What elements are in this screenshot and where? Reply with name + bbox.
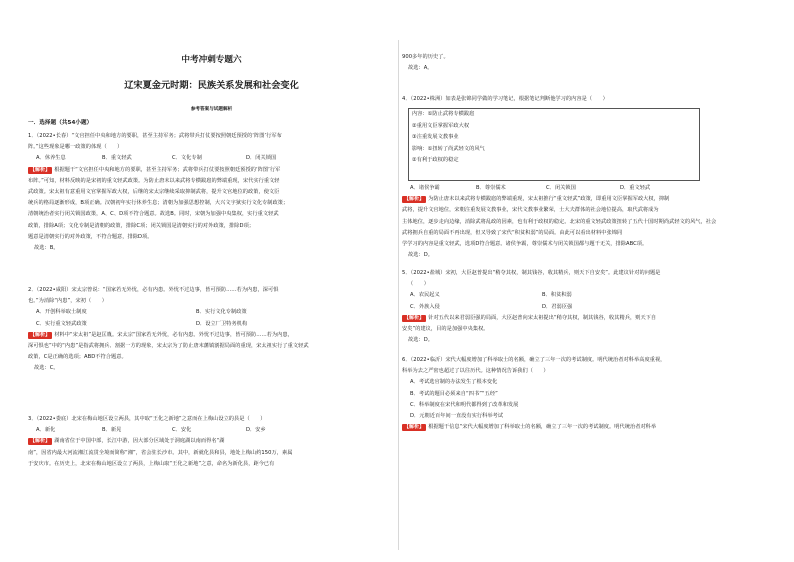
analysis-line: 统兵的格局逐渐形成，B项正确。汉朝初年实行休养生息；清朝为加强思想控制，大兴文字狱实行文化专制政策； bbox=[28, 200, 289, 207]
question-6 bbox=[402, 355, 768, 433]
right-column bbox=[402, 0, 768, 562]
analysis-line: 主体地位，逐步走向边缘，消除武将乱政的因素，也有利于政权的稳定。北宋的重文轻武政策扭转了五代十国时期尚武轻文的风气，社会 bbox=[402, 218, 717, 225]
analysis-line: 【解析】 根据题干“文官担任中央和地方的要职，甚至主持军务；武将带兵打仗要按照朝廷预授的‘阵图’行军 bbox=[30, 166, 281, 173]
answer-line: 故选：C。 bbox=[34, 365, 59, 372]
question-text: （ ） bbox=[408, 281, 429, 288]
continued-text: 900多年的历史了。 bbox=[402, 54, 449, 60]
column-divider bbox=[398, 40, 399, 550]
option-c: C．文化专制 bbox=[172, 155, 202, 162]
options-row bbox=[28, 319, 395, 330]
analysis-badge: 【解析】 bbox=[30, 438, 51, 445]
question-4 bbox=[402, 94, 768, 105]
question-text: 2．（2022•咸阳）宋太宗曾说：“国家若无外忧，必有内患。外忧不过边事，皆可预防……若为内患，深可惧 bbox=[28, 287, 279, 293]
analysis-line: 【解析】 针对五代以来君弱臣强的局面，大臣赵普向宋太祖提出“稍夺其权，制其钱谷，收其精兵，则天下自 bbox=[404, 314, 657, 321]
options-row bbox=[28, 425, 395, 436]
option-c: C．外族入侵 bbox=[410, 303, 440, 310]
analysis-line: 【解析】 湖南省位于中国中部，长江中游，因大部分区域处于洞庭湖以南而得名“湖 bbox=[30, 438, 225, 445]
question-3 bbox=[28, 414, 395, 470]
option-d: D．君弱臣强 bbox=[542, 303, 573, 310]
note-line: ②重用文臣掌握军政大权 bbox=[412, 122, 470, 129]
option-d: D．闭关锁国 bbox=[246, 155, 277, 162]
options-row bbox=[402, 290, 768, 301]
answer-key-caption: 参考答案与试题解析 bbox=[190, 107, 233, 112]
option-b: B．考试的题目必须来自“四书”“五经” bbox=[410, 390, 498, 397]
analysis-line: 深可惧也”中的“内患”是指武将拥兵、割据一方的现象，宋太宗为了防止唐末藩镇割据局面的重现，宋太祖实行了重文轻武 bbox=[28, 343, 309, 350]
note-line: ③注重发展文教事业 bbox=[412, 134, 459, 141]
option-c: C．科举制度在宋代和明代都得到了改革和发展 bbox=[410, 401, 519, 408]
option-b: B．重文轻武 bbox=[102, 155, 132, 162]
question-4-body bbox=[402, 183, 768, 261]
option-a: A．休养生息 bbox=[36, 155, 66, 162]
note-line: ②有利于政权的稳定 bbox=[412, 157, 459, 164]
study-note-box bbox=[408, 108, 700, 181]
options-row bbox=[28, 153, 395, 164]
analysis-line: 于安庆市。在历史上，北宋在梅山地区设立了两县，上梅山取“王化之新地”之意，命名为新化县，距今已有 bbox=[28, 460, 275, 467]
option-c: C．实行重文轻武政策 bbox=[36, 320, 87, 327]
analysis-line: 清朝统治者实行闭关锁国政策，A、C、D项不符合题意。故选B。同时，宋朝为加强中央集权，实行重文轻武 bbox=[28, 211, 279, 218]
option-b: B．新晃 bbox=[102, 427, 122, 434]
option-c: C．安化 bbox=[172, 427, 192, 434]
analysis-line: 政策，排除A项；文化专制是清朝的政策，排除C项；闭关锁国是清朝实行的对外政策，排除D项； bbox=[28, 222, 255, 229]
analysis-line: 武将拥兵自重的局面不再出现，但又导致了宋代“积贫积弱”的局面。由此可以看出材料中张锦同 bbox=[402, 229, 623, 236]
option-d: D．重文轻武 bbox=[620, 185, 651, 191]
analysis-line: 安矣”的建议，目的是加强中央集权。 bbox=[402, 326, 489, 333]
answer-line: 故选：B。 bbox=[34, 245, 59, 252]
option-b: B．尊崇儒术 bbox=[476, 185, 506, 191]
question-text: 也。”为消除“内患”，宋初（ ） bbox=[28, 298, 107, 305]
analysis-badge: 【解析】 bbox=[404, 314, 425, 321]
option-b: B．实行文化专制政策 bbox=[196, 309, 247, 316]
answer-line: 故选：D。 bbox=[408, 252, 433, 259]
options-row bbox=[28, 307, 395, 318]
question-text: 4．（2022•株洲）如表是张锦同学做的学习笔记，根据笔记判断他学习的内容是（ ） bbox=[402, 96, 608, 102]
option-d: D．设立厂卫特务机构 bbox=[196, 320, 248, 327]
question-3-continued bbox=[402, 52, 768, 74]
question-text: 1．（2022•长春）“文官担任中央和地方的要职，甚至主持军务；武将带兵打仗要按照朝廷预授的‘阵图’行军布 bbox=[28, 133, 282, 139]
options-row bbox=[402, 183, 768, 194]
analysis-line: 布阵。”可知，材料反映的是宋初的重文轻武政策。为防止唐末以来武将专横跋扈的弊端重现，宋代实行重文轻 bbox=[28, 177, 280, 184]
analysis-line: 【解析】 为防止唐末以来武将专横跋扈的弊端重现，宋太祖推行“重文轻武”政策，即重用文臣掌握军政大权，抑制 bbox=[404, 196, 670, 203]
page-subtitle: 辽宋夏金元时期：民族关系发展和社会变化 bbox=[124, 80, 299, 91]
analysis-line: 学学习的内容是重文轻武，选项D符合题意。诸侯争霸，尊崇儒术与闭关锁国都与题干无关，排除ABC项。 bbox=[402, 241, 648, 248]
options-row bbox=[402, 302, 768, 313]
answer-line: 故选：A。 bbox=[408, 65, 433, 72]
analysis-badge: 【解析】 bbox=[30, 166, 51, 173]
question-5 bbox=[402, 268, 768, 346]
option-d: D．元朝近百年间一直没有实行科举考试 bbox=[410, 413, 504, 420]
option-a: A．考试选官制的办法发生了根本变化 bbox=[410, 379, 498, 386]
analysis-line: 【解析】 材料中“宋太祖”是赵匡胤。宋太宗“国家若无外忧，必有内患。外忧不过边事，皆可预防……若为内患， bbox=[30, 331, 293, 338]
question-2 bbox=[28, 285, 395, 375]
analysis-line: 武将，提升文官地位，宋朝注重发展文教事业，宋代文教事业繁荣，士大夫群体的社会地位提高，取代武将成为 bbox=[402, 207, 659, 214]
analysis-badge: 【解析】 bbox=[404, 196, 425, 203]
option-c: C．闭关锁国 bbox=[546, 185, 576, 191]
analysis-line: 政策，C是正确的选项；ABD不符合题意。 bbox=[28, 354, 127, 361]
page-title: 中考冲刺专题六 bbox=[181, 55, 242, 65]
analysis-badge: 【解析】 bbox=[30, 331, 51, 338]
note-line: 内容：①防止武将专横跋扈 bbox=[412, 111, 475, 117]
analysis-line: 武政策。宋太祖有意重用文官掌握军政大权，后继的宋太宗继续采取抑制武将，提升文官地位的政策，使文臣 bbox=[28, 189, 280, 196]
question-text: 5．（2022•盐城）宋初，大臣赵普提出“稍夺其权，制其钱谷，收其精兵，则天下自安矣”。此建议针对的问题是 bbox=[402, 270, 661, 276]
analysis-badge: 【解析】 bbox=[404, 424, 425, 431]
question-text: 6．（2022•临沂）宋代大幅度增加了科举取士的名额，确立了三年一次的考试制度。明代统治者对科举高度重视， bbox=[402, 357, 666, 363]
left-column bbox=[28, 0, 395, 562]
question-text: 科举为去之严密也超过了以往历代。这种情况告诉我们（ ） bbox=[402, 368, 549, 375]
option-d: D．安乡 bbox=[246, 427, 266, 434]
question-text: 3．（2022•娄底）北宋在梅山地区设立两县，其中取“王化之新地”之意而在上梅山设立的县是（ ） bbox=[28, 416, 266, 422]
option-a: A．新化 bbox=[36, 427, 56, 434]
option-a: A．农民起义 bbox=[410, 292, 440, 299]
question-text: 阵。”这些现象是哪一政策的体现（ ） bbox=[28, 144, 123, 151]
analysis-line: 题意是清朝实行的对外政策，不符合题意，排除D项。 bbox=[28, 233, 153, 240]
section-heading-block bbox=[28, 118, 395, 129]
note-line: 影响：①扭转了尚武轻文的风气 bbox=[412, 145, 485, 152]
option-a: A．诸侯争霸 bbox=[410, 185, 440, 191]
option-b: B．积贫积弱 bbox=[542, 292, 572, 299]
option-a: A．开创科举取士制度 bbox=[36, 309, 87, 316]
analysis-line: 南”，因省内最大河流湘江流贯全境而简称“湘”，省会驻长沙市。其中，新就化县和县，地处上梅山约150万，素属 bbox=[28, 449, 293, 456]
analysis-line: 【解析】 根据题干信息“宋代大幅度增加了科举取士的名额，确立了三年一次的考试制度。明代统治者对科举 bbox=[404, 424, 657, 431]
question-1 bbox=[28, 131, 395, 254]
section-heading: 一．选择题（共54小题） bbox=[28, 120, 93, 126]
answer-line: 故选：D。 bbox=[408, 337, 433, 344]
